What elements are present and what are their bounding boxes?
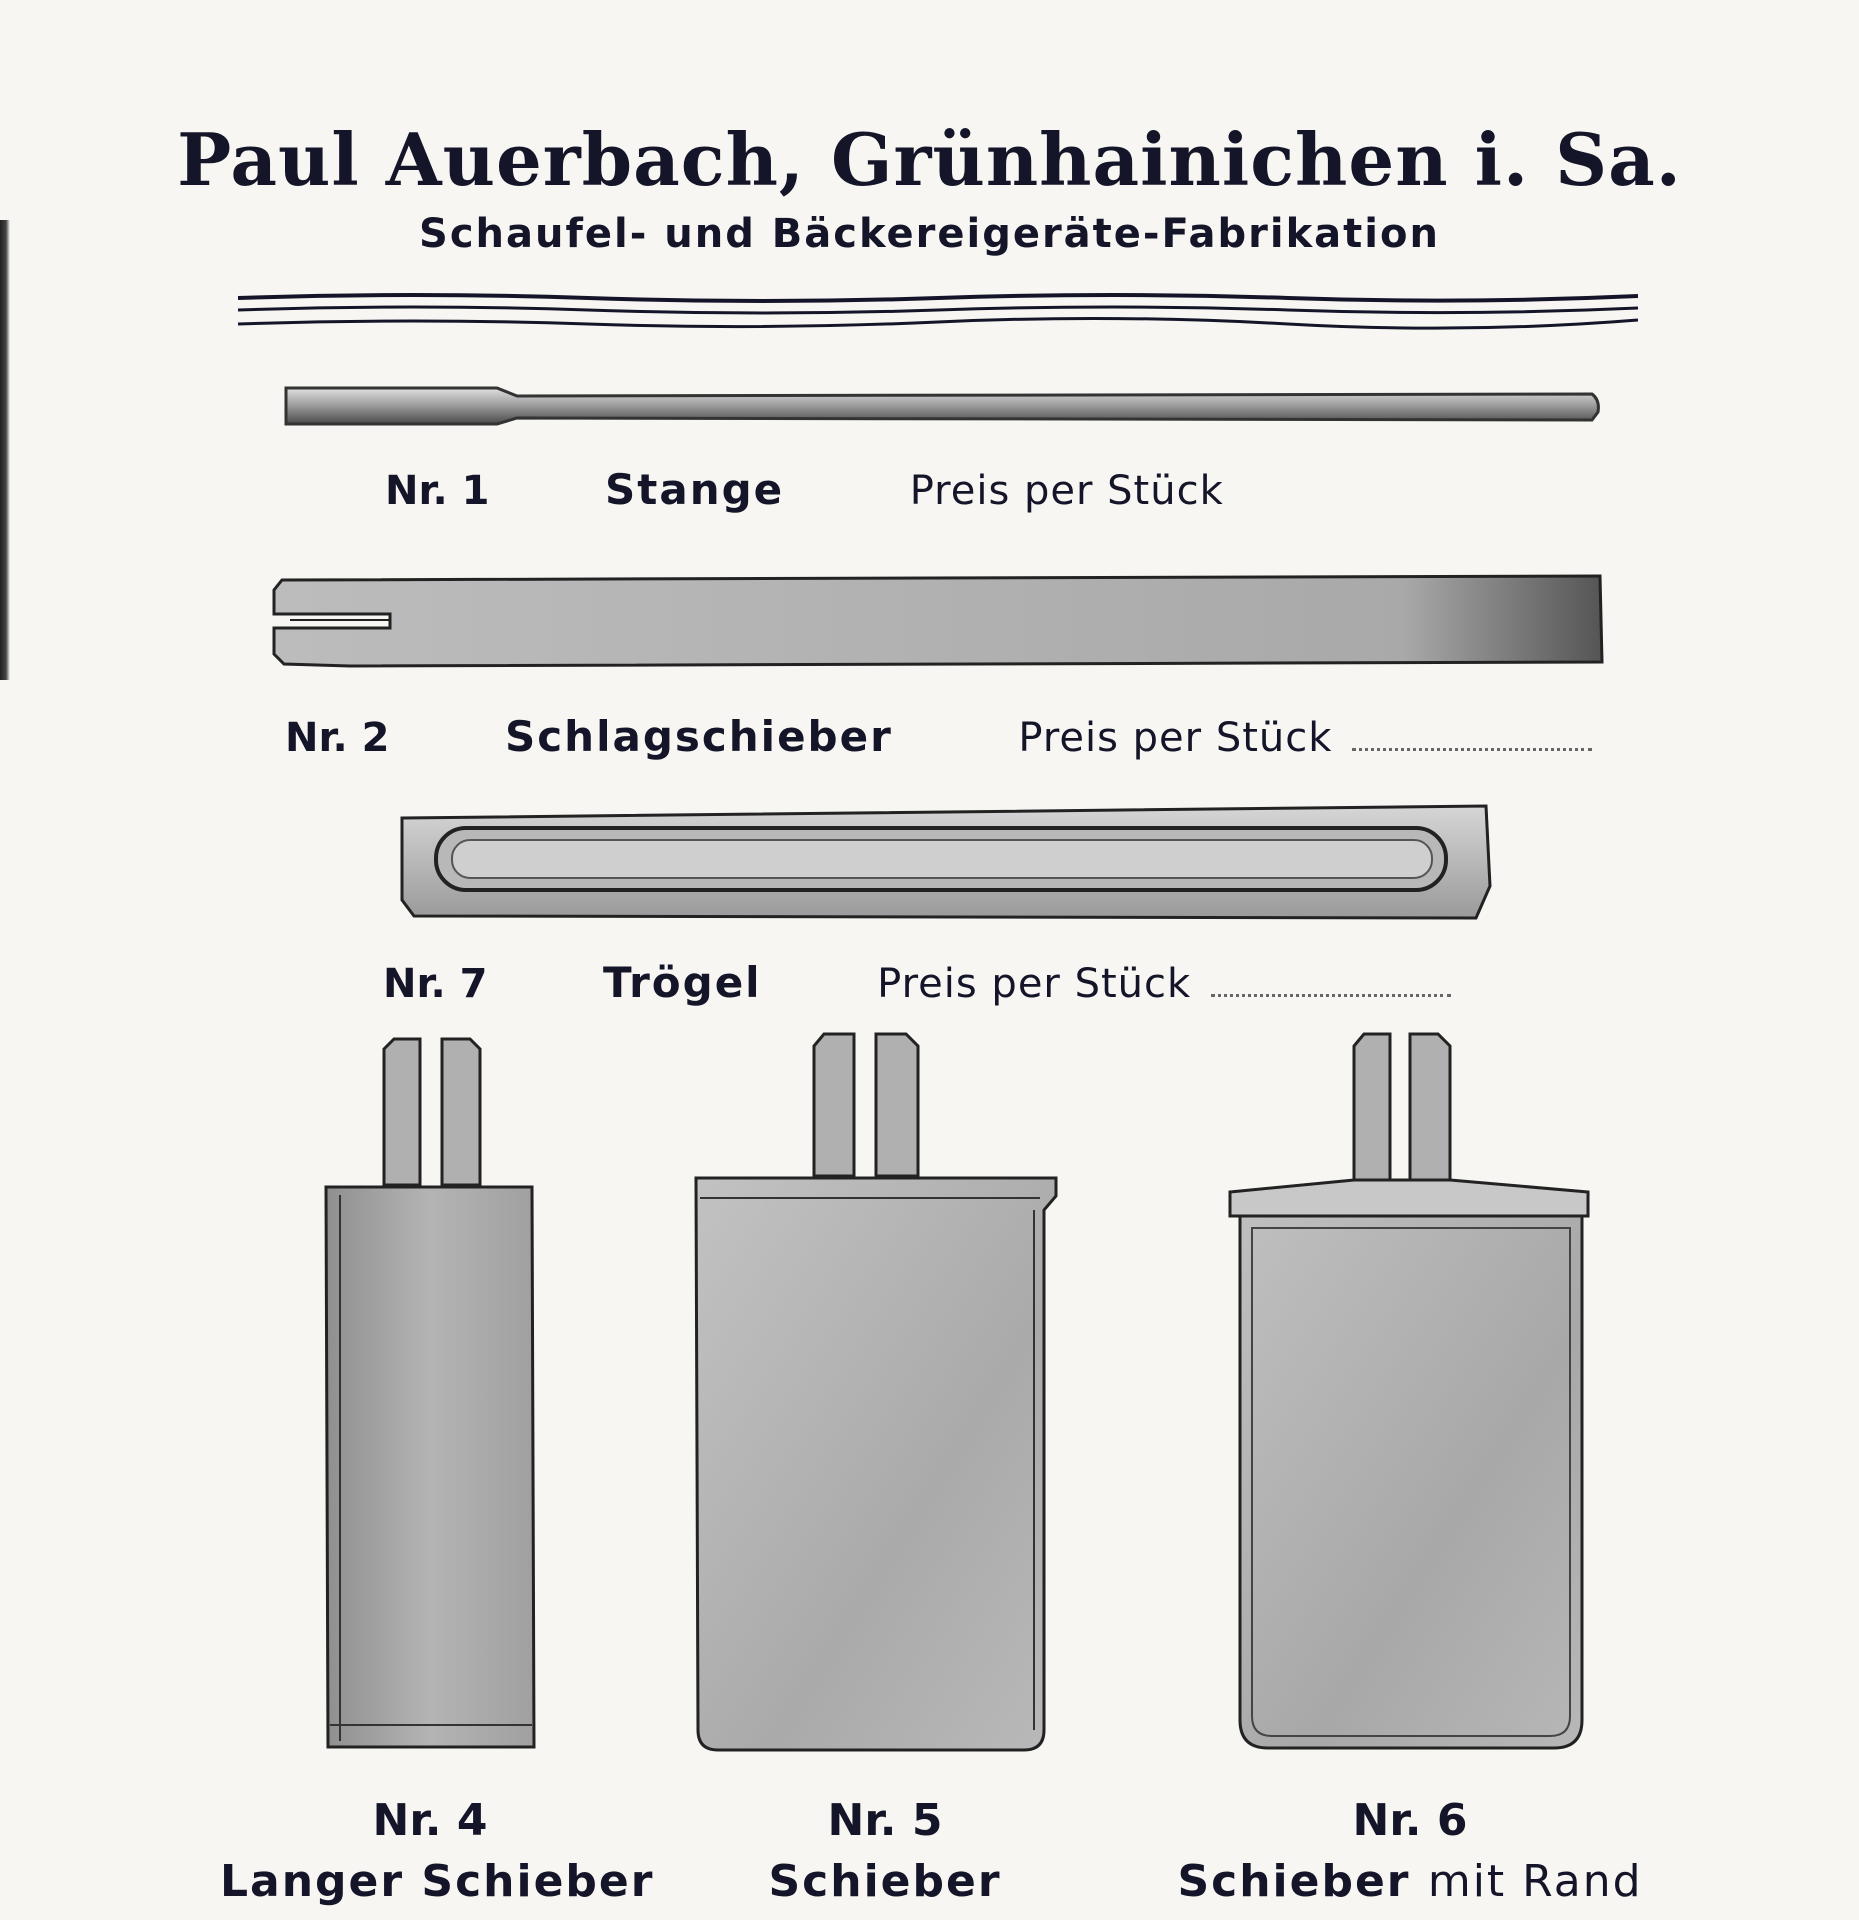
company-subtitle: Schaufel- und Bäckereigeräte-Fabrikation bbox=[419, 211, 1440, 258]
tool-illustration-stange bbox=[282, 378, 1602, 438]
item-name: Schieber bbox=[768, 1856, 1002, 1907]
price-label: Preis per Stück bbox=[909, 468, 1224, 514]
item-number: Nr. 2 bbox=[285, 715, 390, 761]
item-name: Langer Schieber bbox=[220, 1856, 655, 1907]
item-number: Nr. 4 bbox=[372, 1795, 488, 1846]
caption-nr2 bbox=[285, 712, 1592, 761]
tool-illustration-schlagschieber bbox=[270, 570, 1610, 672]
price-blank-line bbox=[1211, 990, 1451, 997]
item-name: Stange bbox=[605, 465, 785, 514]
caption-nr1 bbox=[385, 465, 1224, 514]
item-number: Nr. 1 bbox=[385, 468, 490, 514]
item-name: Trögel bbox=[603, 958, 762, 1007]
caption-nr6 bbox=[1140, 1795, 1680, 1907]
tool-illustration-schieber-mit-rand bbox=[1226, 1030, 1596, 1760]
item-name: Schlagschieber bbox=[505, 712, 893, 761]
item-name-bold: Schieber bbox=[1177, 1856, 1411, 1907]
tool-illustration-schieber bbox=[692, 1030, 1062, 1760]
price-label: Preis per Stück bbox=[1018, 715, 1333, 761]
tool-illustration-langer-schieber bbox=[322, 1035, 542, 1755]
item-number: Nr. 6 bbox=[1352, 1795, 1468, 1846]
price-blank-line bbox=[1352, 744, 1592, 751]
item-name-rest: mit Rand bbox=[1427, 1856, 1643, 1907]
scan-edge-shadow bbox=[0, 220, 10, 680]
item-number: Nr. 5 bbox=[827, 1795, 943, 1846]
caption-nr5 bbox=[675, 1795, 1095, 1907]
company-name: Paul Auerbach, Grünhainichen i. Sa. bbox=[177, 117, 1682, 202]
header-divider bbox=[238, 290, 1638, 330]
caption-nr4 bbox=[220, 1795, 655, 1907]
price-label: Preis per Stück bbox=[877, 961, 1192, 1007]
caption-nr7 bbox=[383, 958, 1451, 1007]
tool-illustration-troegel bbox=[396, 800, 1494, 930]
item-name bbox=[1140, 1856, 1680, 1907]
catalog-header bbox=[0, 117, 1859, 258]
item-number: Nr. 7 bbox=[383, 961, 488, 1007]
